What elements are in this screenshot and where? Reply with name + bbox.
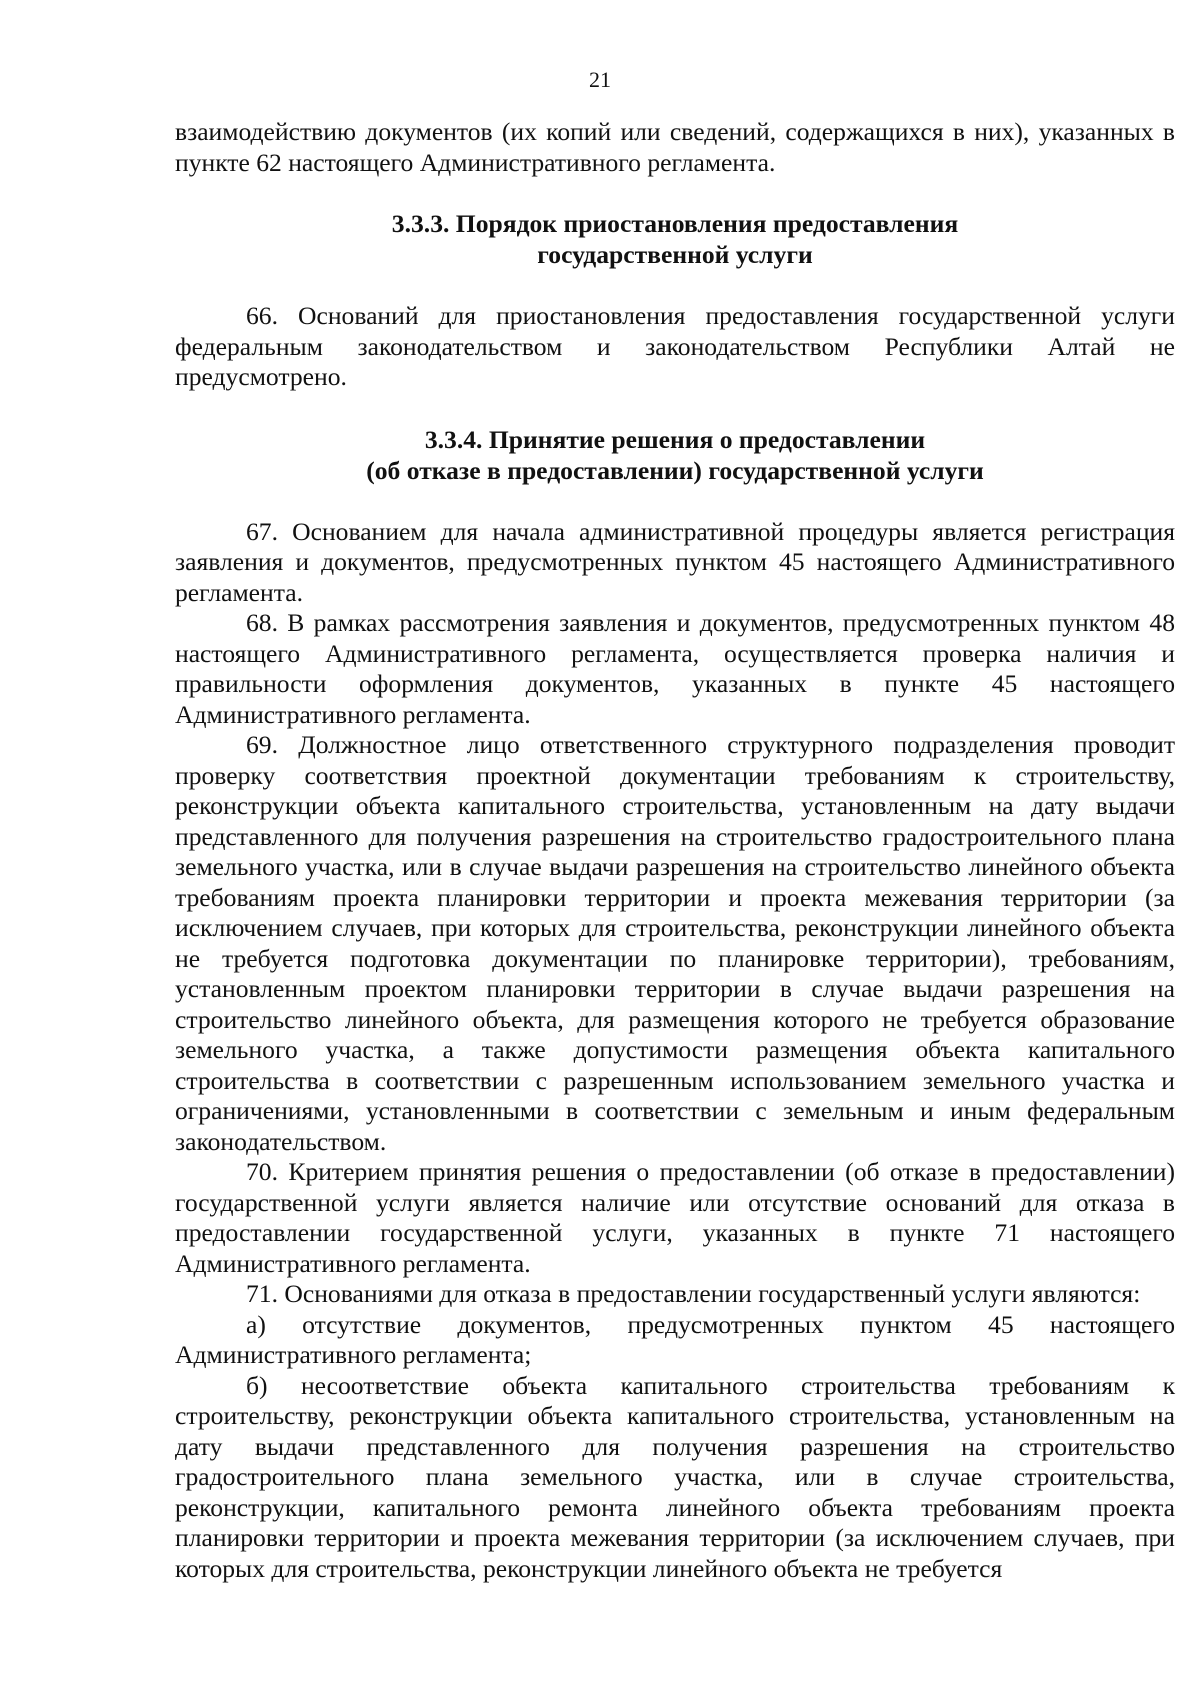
paragraph-intro: взаимодействию документов (их копий или сведений, содержащихся в них), указанных в пункте 62 настоящего Административного регламента. xyxy=(175,117,1175,177)
paragraph-69: 69. Должностное лицо ответственного структурного подразделения проводит проверку соответствия проектной документации требованиям к строительству, реконструкции объекта капитального строительства, установленным на дату выдачи представленного для получения разрешения на строительство градостроительного плана земельного участка, или в случае выдачи разрешения на строительство линейного объекта требованиям проекта планировки территории и проекта межевания территории (за исключением случаев, при которых для строительства, реконструкции линейного объекта не требуется подготовка документации по планировке территории), требованиям, установленным проектом планировки территории в случае выдачи разрешения на строительство линейного объекта, для размещения которого не требуется образование земельного участка, а также допустимости размещения объекта капитального строительства в соответствии с разрешенным использованием земельного участка и ограничениями, установленными в соответствии с земельным и иным федеральным законодательством. xyxy=(175,730,1175,1156)
paragraph-71: 71. Основаниями для отказа в предоставлении государственный услуги являются: xyxy=(246,1279,1141,1308)
paragraph-71a: а) отсутствие документов, предусмотренных пунктом 45 настоящего Административного регламента; xyxy=(175,1309,1175,1369)
page-number: 21 xyxy=(589,67,611,92)
paragraph-67: 67. Основанием для начала административной процедуры является регистрация заявления и документов, предусмотренных пунктом 45 настоящего Административного регламента. xyxy=(175,516,1175,607)
heading-line: (об отказе в предоставлении) государственной услуги xyxy=(366,455,984,485)
paragraph-66: 66. Оснований для приостановления предоставления государственной услуги федеральным законодательством и законодательством Республики Алтай не предусмотрено. xyxy=(175,301,1175,391)
document-body xyxy=(175,117,1175,1584)
heading-line: 3.3.4. Принятие решения о предоставлении xyxy=(424,424,926,454)
heading-line: государственной услуги xyxy=(537,240,813,269)
paragraph-68: 68. В рамках рассмотрения заявления и документов, предусмотренных пунктом 48 настоящего Административного регламента, осуществляется проверка наличия и правильности оформления документов, указанных в пункте 45 настоящего Административного регламента. xyxy=(175,608,1175,729)
heading-line: 3.3.3. Порядок приостановления предоставления xyxy=(391,209,959,238)
section-heading-3-3-4 xyxy=(175,424,1175,486)
paragraph-70: 70. Критерием принятия решения о предоставлении (об отказе в предоставлении) государственной услуги является наличие или отсутствие оснований для отказа в предоставлении государственной услуги, указанных в пункте 71 настоящего Административного регламента. xyxy=(175,1157,1175,1278)
paragraph-71b: б) несоответствие объекта капитального строительства требованиям к строительству, реконструкции объекта капитального строительства, установленным на дату выдачи представленного для получения разрешения на строительство градостроительного плана земельного участка, или в случае строительства, реконструкции, капитального ремонта линейного объекта требованиям проекта планировки территории и проекта межевания территории (за исключением случаев, при которых для строительства, реконструкции линейного объекта не требуется xyxy=(175,1370,1175,1583)
section-heading-3-3-3 xyxy=(175,208,1175,270)
